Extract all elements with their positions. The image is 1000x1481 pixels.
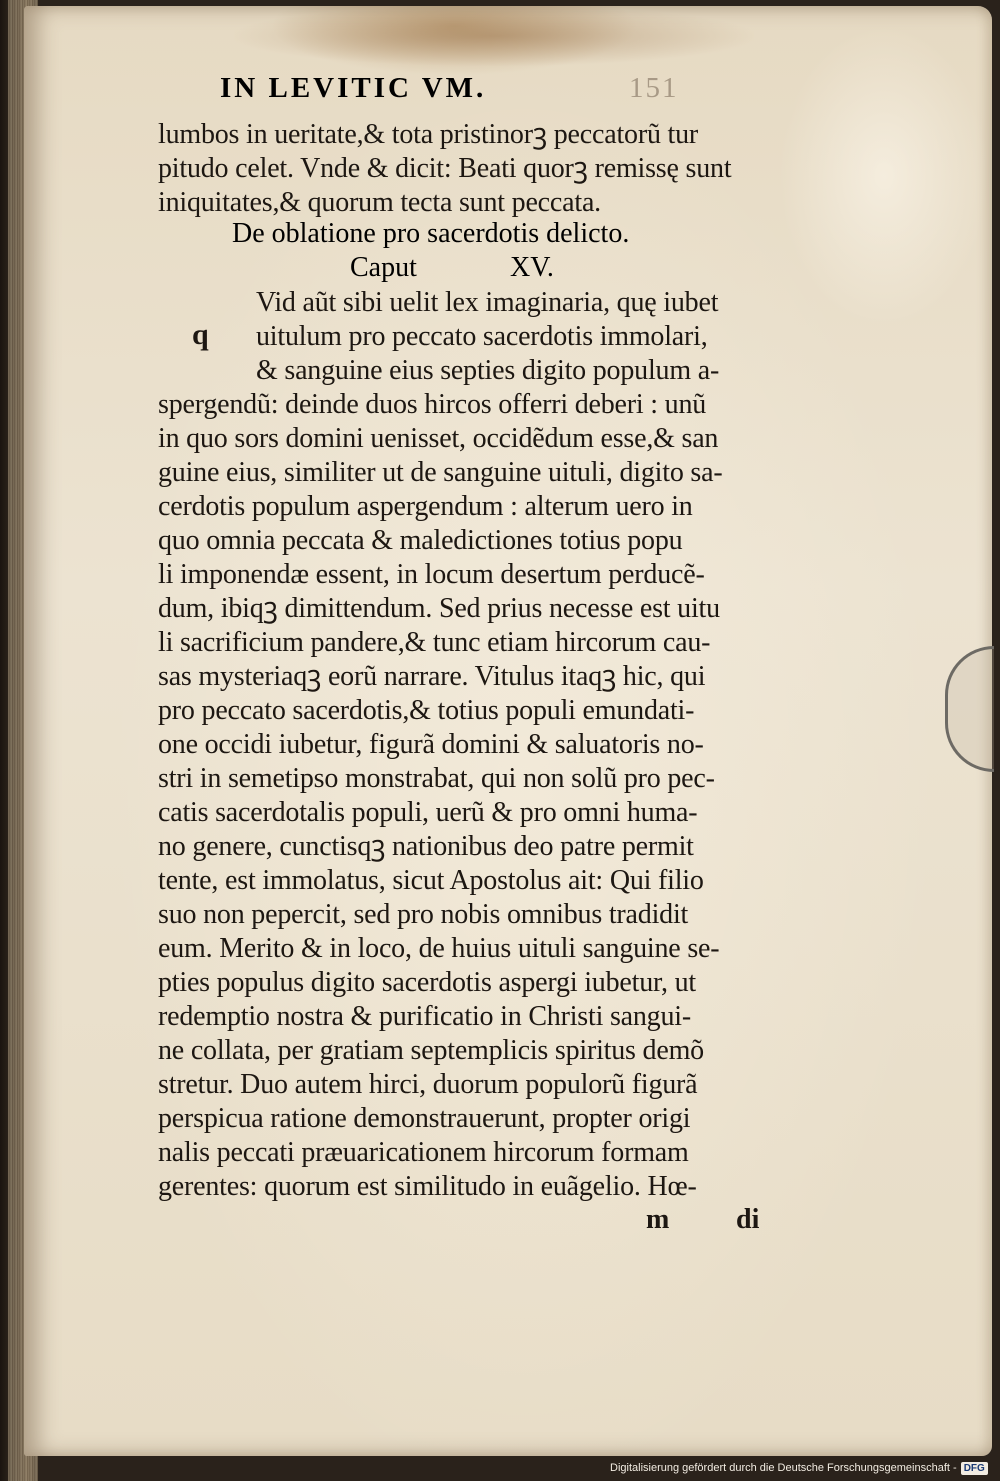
text-line: uitulum pro peccato sacerdotis immolari,: [256, 321, 708, 352]
text-line: gerentes: quorum est similitudo in euãgelio. Hœ-: [158, 1171, 697, 1202]
text-line: one occidi iubetur, figurã domini & saluatoris no-: [158, 729, 704, 760]
folio-number: 151: [629, 72, 679, 104]
text-line: cerdotis populum aspergendum : alterum uero in: [158, 491, 693, 522]
text-line: ne collata, per gratiam septemplicis spiritus demõ: [158, 1035, 704, 1066]
text-line: dum, ibiqꝫ dimittendum. Sed prius necesse est uitu: [158, 593, 720, 624]
signature-mark: m: [646, 1204, 670, 1235]
text-line: catis sacerdotalis populi, uerũ & pro omni huma-: [158, 797, 698, 828]
metal-clasp: [945, 646, 994, 772]
text-line: guine eius, similiter ut de sanguine uituli, digito sa-: [158, 457, 723, 488]
text-line: tente, est immolatus, sicut Apostolus ait: Qui filio: [158, 865, 704, 896]
dfg-logo-icon: DFG: [961, 1462, 988, 1475]
text-line: quo omnia peccata & maledictiones totius popu: [158, 525, 683, 556]
chapter-number: XV.: [510, 252, 554, 283]
text-line: iniquitates,& quorum tecta sunt peccata.: [158, 187, 601, 218]
text-line: stretur. Duo autem hirci, duorum populorũ figurã: [158, 1069, 698, 1100]
text-line: pro peccato sacerdotis,& totius populi emundati-: [158, 695, 695, 726]
text-line: suo non pepercit, sed pro nobis omnibus tradidit: [158, 899, 689, 930]
section-heading: De oblatione pro sacerdotis delicto.: [232, 218, 630, 249]
text-line: nalis peccati præuaricationem hircorum formam: [158, 1137, 689, 1168]
text-line: Vid aũt sibi uelit lex imaginaria, quę iubet: [256, 287, 719, 318]
digitization-credit: [610, 1458, 1000, 1478]
text-line: lumbos in ueritate,& tota pristinorꝫ peccatorũ tur: [158, 119, 699, 150]
text-line: pitudo celet. Vnde & dicit: Beati quorꝫ remissę sunt: [158, 153, 732, 184]
catchword: di: [736, 1204, 760, 1235]
text-line: eum. Merito & in loco, de huius uituli sanguine se-: [158, 933, 720, 964]
text-line: spergendũ: deinde duos hircos offerri deberi : unũ: [158, 389, 707, 420]
text-line: & sanguine eius septies digito populum a-: [256, 355, 720, 386]
text-line: redemptio nostra & purificatio in Christi sangui-: [158, 1001, 691, 1032]
text-line: stri in semetipso monstrabat, qui non solũ pro pec-: [158, 763, 715, 794]
text-line: in quo sors domini uenisset, occidẽdum esse,& san: [158, 423, 719, 454]
book-page: [24, 6, 992, 1456]
text-line: perspicua ratione demonstrauerunt, propter origi: [158, 1103, 691, 1134]
initial-letter: q: [192, 318, 209, 351]
text-line: pties populus digito sacerdotis aspergi iubetur, ut: [158, 967, 696, 998]
credit-text: Digitalisierung gefördert durch die Deutsche Forschungsgemeinschaft -: [610, 1462, 957, 1474]
text-line: sas mysteriaqꝫ eorũ narrare. Vitulus itaqꝫ hic, qui: [158, 661, 706, 692]
text-line: li sacrificium pandere,& tunc etiam hircorum cau-: [158, 627, 711, 658]
running-head: IN LEVITIC VM.: [220, 72, 487, 104]
chapter-label: Caput: [350, 252, 417, 283]
water-stain: [234, 6, 754, 66]
text-line: li imponendæ essent, in locum desertum perducẽ-: [158, 559, 705, 590]
text-line: no genere, cunctisqꝫ nationibus deo patre permit: [158, 831, 694, 862]
